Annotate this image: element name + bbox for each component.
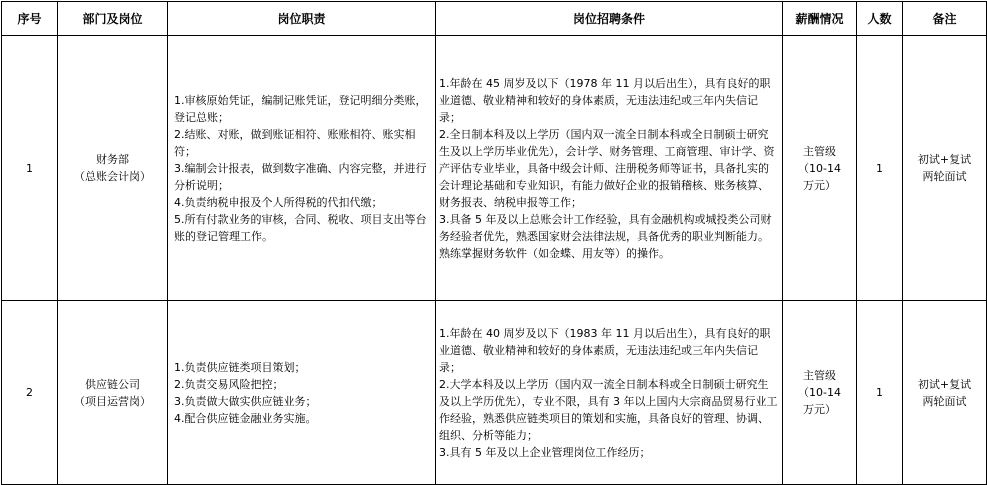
- salary-unit: 万元）: [803, 403, 836, 416]
- dept-position: （项目运营岗）: [74, 394, 151, 408]
- row-dept: [58, 301, 168, 485]
- requirement-item: 2.大学本科及以上学历（国内双一流全日制本科或全日制硕士研究生及以上学历优先），专业不限，具有 3 年以上国内大宗商品贸易行业工作经验，熟悉供应链类项目的策划和实施，具备良好的管理、协调、组织、分析等能力；: [439, 377, 778, 442]
- dept-name: 财务部: [96, 153, 129, 166]
- requirement-item: 1.年龄在 45 周岁及以下（1978 年 11 月以后出生），具有良好的职业道德、敬业精神和较好的身体素质，无违法违纪或三年内失信记录；: [439, 76, 771, 124]
- header-row: [2, 2, 987, 36]
- duty-item: 2.负责交易风险把控；: [174, 377, 284, 391]
- requirement-item: 3.具备 5 年及以上总账会计工作经验，具有金融机构或城投类公司财务经验者优先，熟悉国家财会法律法规，具备优秀的职业判断能力。熟练掌握财务软件（如金蝶、用友等）的操作。: [439, 212, 772, 260]
- header-remark: 备注: [903, 2, 987, 36]
- duty-item: 4.负责纳税申报及个人所得税的代扣代缴；: [174, 195, 383, 209]
- row-requirements: [436, 36, 783, 301]
- header-count: 人数: [857, 2, 903, 36]
- duty-item: 3.编制会计报表，做到数字准确、内容完整，并进行分析说明；: [174, 161, 427, 192]
- row-salary: [783, 301, 857, 485]
- row-index: 2: [2, 301, 58, 485]
- header-dept: 部门及岗位: [58, 2, 168, 36]
- requirement-item: 2.全日制本科及以上学历（国内双一流全日制本科或全日制硕士研究生及以上学历毕业优先），会计学、财务管理、工商管理、审计学、资产评估专业毕业，具备中级会计师、注册税务师等证书，具备扎实的会计理论基础和专业知识，有能力做好企业的报销稽核、账务核算、财务报表、纳税申报等工作；: [439, 127, 775, 209]
- table-row: [2, 36, 987, 301]
- row-salary: [783, 36, 857, 301]
- salary-range: （10-14: [798, 386, 841, 399]
- remark-line: 初试+复试: [917, 153, 972, 166]
- remark-line: 两轮面试: [922, 170, 967, 183]
- duty-item: 5.所有付款业务的审核，合同、税收、项目支出等台账的登记管理工作。: [174, 212, 427, 243]
- header-duties: 岗位职责: [168, 2, 436, 36]
- row-remark: [903, 36, 987, 301]
- duty-item: 1.负责供应链类项目策划；: [174, 360, 306, 374]
- recruitment-table: [1, 1, 987, 485]
- duty-item: 1.审核原始凭证，编制记账凭证，登记明细分类账，登记总账；: [174, 93, 427, 124]
- row-duties: [168, 36, 436, 301]
- salary-unit: 万元）: [803, 178, 836, 192]
- table-row: [2, 301, 987, 485]
- requirement-item: 1.年龄在 40 周岁及以下（1983 年 11 月以后出生），具有良好的职业道德、敬业精神和较好的身体素质，无违法违纪或三年内失信记录；: [439, 326, 771, 374]
- header-index: 序号: [2, 2, 58, 36]
- duty-item: 3.负责做大做实供应链业务；: [174, 394, 317, 408]
- salary-level: 主管级: [803, 369, 836, 382]
- row-index: 1: [2, 36, 58, 301]
- salary-range: （10-14: [798, 161, 841, 175]
- row-duties: [168, 301, 436, 485]
- row-count: 1: [857, 301, 903, 485]
- row-remark: [903, 301, 987, 485]
- remark-line: 两轮面试: [922, 394, 967, 408]
- salary-level: 主管级: [803, 144, 836, 158]
- dept-position: （总账会计岗）: [74, 170, 151, 183]
- duty-item: 2.结账、对账，做到账证相符、账账相符、账实相符；: [174, 127, 416, 158]
- dept-name: 供应链公司: [85, 377, 140, 391]
- remark-line: 初试+复试: [917, 377, 972, 391]
- header-requirements: 岗位招聘条件: [436, 2, 783, 36]
- requirement-item: 3.具有 5 年及以上企业管理岗位工作经历；: [439, 445, 651, 459]
- row-dept: [58, 36, 168, 301]
- row-count: 1: [857, 36, 903, 301]
- duty-item: 4.配合供应链金融业务实施。: [174, 411, 317, 425]
- row-requirements: [436, 301, 783, 485]
- header-salary: 薪酬情况: [783, 2, 857, 36]
